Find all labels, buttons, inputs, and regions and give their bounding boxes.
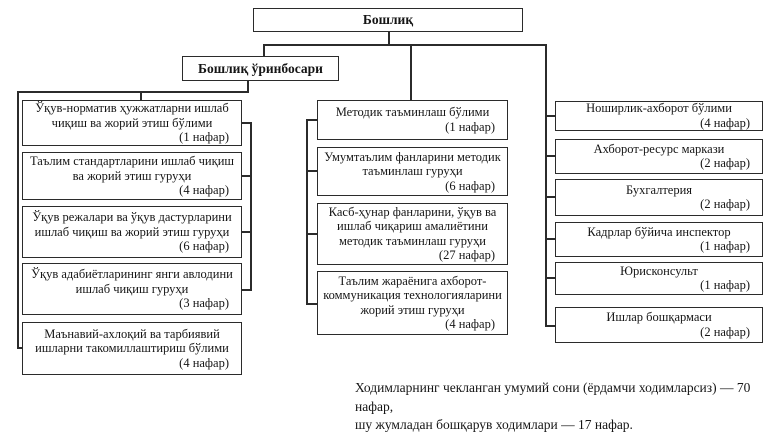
org-box-office-administration [555,307,763,343]
connector-line [410,44,412,100]
box-title: Умумтаълим фанларини методик таъминлаш гуруҳи [324,149,501,179]
box-staff-count: (6 нафар) [179,239,229,254]
connector-line [545,115,555,117]
org-box-accounting [555,179,763,216]
connector-line [242,289,252,291]
box-title: Кадрлар бўйича инспектор [587,224,731,239]
director-label: Бошлиқ [362,12,414,27]
connector-line [242,231,252,233]
org-box-director [253,8,523,32]
connector-line [306,170,317,172]
footnote-line-1: Ходимларнинг чекланган умумий сони (ёрдамчи ходимларсиз) — 70 нафар, [355,380,751,414]
box-title: Маънавий-ахлоқий ва тарбиявий ишларни такомиллаштириш бўлими [35,326,229,356]
box-staff-count: (1 нафар) [700,278,750,293]
org-box-ict-implementation-group [317,271,508,335]
connector-line [545,196,555,198]
box-title: Ўқув-норматив ҳужжатларни ишлаб чиқиш ва жорий этиш бўлими [35,101,229,130]
box-staff-count: (4 нафар) [179,183,229,198]
box-title: Юрисконсульт [620,263,698,278]
connector-line [306,303,317,305]
org-box-legal-counsel [555,262,763,295]
box-staff-count: (2 нафар) [700,156,750,171]
org-box-methodical-support-dept [317,100,508,140]
connector-line [545,155,555,157]
connector-line [545,238,555,240]
box-title: Ишлар бошқармаси [606,310,712,325]
org-box-publishing-information-dept [555,101,763,131]
connector-line [545,277,555,279]
connector-line [306,119,308,305]
footnote-line-2: шу жумладан бошқарув ходимлари — 17 нафар. [355,417,633,433]
box-staff-count: (6 нафар) [445,178,495,193]
connector-line [545,325,555,327]
org-box-moral-education-dept [22,322,242,375]
connector-line [263,44,265,56]
box-title: Методик таъминлаш бўлими [335,105,490,120]
org-box-deputy-director [182,56,339,81]
box-staff-count: (4 нафар) [445,317,495,332]
connector-line [250,123,252,291]
box-staff-count: (2 нафар) [700,324,750,339]
box-staff-count: (2 нафар) [700,197,750,212]
box-staff-count: (4 нафар) [179,355,229,370]
org-box-curriculum-plans-group [22,206,242,258]
org-box-new-textbooks-group [22,263,242,315]
connector-line [306,119,317,121]
org-box-vocational-subjects-group [317,203,508,265]
connector-line [263,44,547,46]
org-box-curriculum-normative-dept [22,100,242,146]
connector-line [242,122,252,124]
box-staff-count: (27 нафар) [438,248,495,263]
deputy-label: Бошлиқ ўринбосари [198,60,323,76]
box-staff-count: (3 нафар) [179,296,229,311]
box-staff-count: (1 нафар) [700,239,750,254]
org-box-hr-inspector [555,222,763,257]
box-title: Таълим жараёнига ахборот-коммуникация технологияларини жорий этиш гуруҳи [323,273,502,317]
box-title: Ноширлик-ахборот бўлими [586,101,732,116]
org-box-information-resource-center [555,139,763,174]
staff-total-footnote [355,379,768,435]
org-box-education-standards-group [22,152,242,200]
box-staff-count: (1 нафар) [179,130,229,145]
connector-line [242,175,252,177]
connector-line [17,91,19,349]
connector-line [545,44,547,327]
org-box-general-education-group [317,147,508,196]
box-staff-count: (4 нафар) [700,115,750,130]
connector-line [140,91,142,100]
box-staff-count: (1 нафар) [445,119,495,134]
box-title: Бухгалтерия [625,182,693,197]
box-title: Ахборот-ресурс маркази [593,141,725,156]
connector-line [306,233,317,235]
connector-line [17,91,249,93]
box-title: Ўқув режалари ва ўқув дастурларини ишлаб чиқиш ва жорий этиш гуруҳи [32,210,232,239]
box-title: Касб-ҳунар фанларини, ўқув ва ишлаб чиқариш амалиётини методик таъминлаш гуруҳи [328,204,497,248]
box-title: Ўқув адабиётларининг янги авлодини ишлаб чиқиш гуруҳи [31,267,233,296]
box-title: Таълим стандартларини ишлаб чиқиш ва жорий этиш гуруҳи [29,154,235,183]
